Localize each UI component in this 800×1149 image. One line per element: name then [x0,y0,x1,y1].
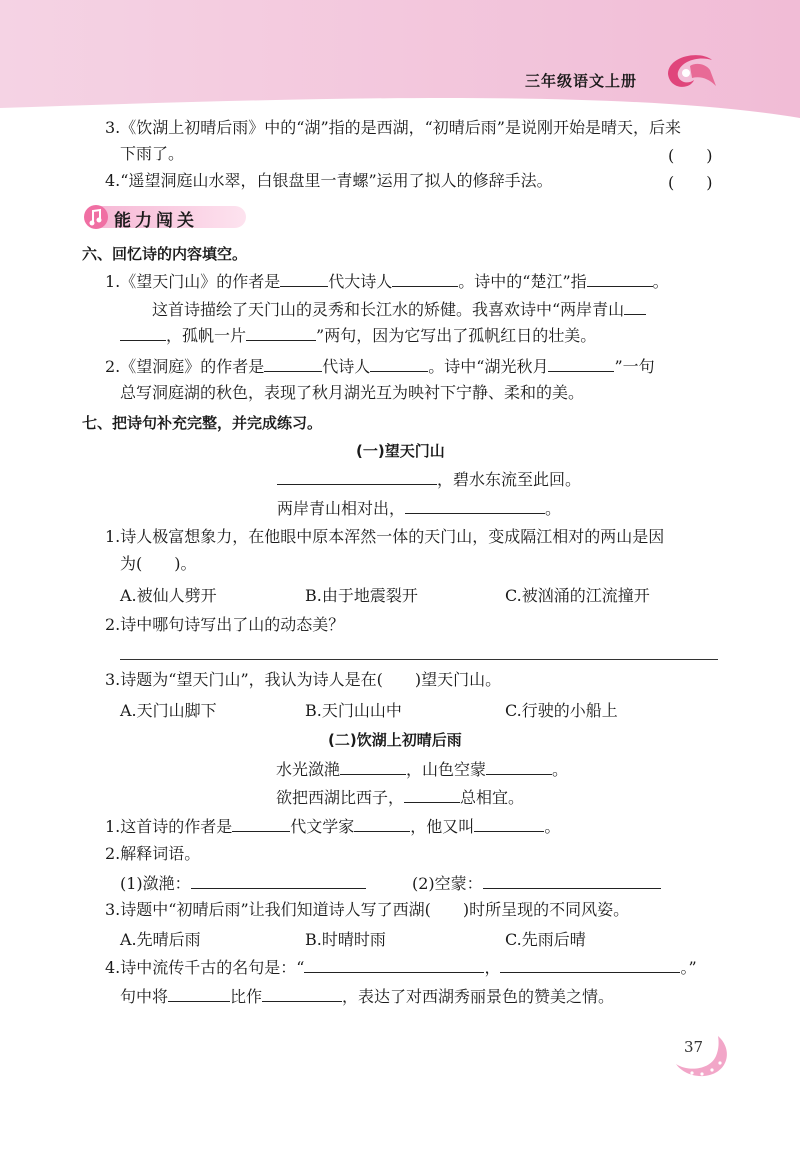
text: 1.《望天门山》的作者是 [105,272,281,291]
fill-blank[interactable] [340,758,406,775]
fill-blank[interactable] [232,815,290,832]
fill-blank[interactable] [483,872,661,889]
text: 代大诗人 [328,272,393,291]
text: ，山色空蒙 [406,760,487,779]
poem1-line2 [277,497,561,520]
fill-blank[interactable] [405,497,545,514]
book-title: 三年级语文上册 [525,72,638,90]
text: ”两句，因为它写出了孤帆红日的壮美。 [316,326,597,345]
p1-q2: 2.诗中哪句诗写出了山的动态美？ [105,615,345,634]
text: ，孤帆一片 [166,326,247,345]
item-4-line1: 4.“遥望洞庭山水翠，白银盘里一青螺”运用了拟人的修辞手法。 [105,171,553,190]
text: 。 [545,499,562,518]
fill-blank[interactable] [370,355,428,372]
fill-blank[interactable] [120,324,166,341]
text: 。” [680,958,697,977]
option-c[interactable]: C.被汹涌的江流撞开 [505,586,650,605]
text: 。 [544,817,561,836]
brand-logo-icon [660,46,720,96]
option-c[interactable]: C.行驶的小船上 [505,701,618,720]
option-b[interactable]: B.天门山山中 [305,701,402,720]
text: 。诗中的“楚江”指 [458,272,587,291]
part6-q1-line3 [120,324,596,347]
item-3-line1: 3.《饮湖上初晴后雨》中的“湖”指的是西湖，“初晴后雨”是说刚开始是晴天，后来 [105,118,681,137]
option-a[interactable]: A.先晴后雨 [120,930,201,949]
p2-q1 [105,815,560,838]
text: 句中将 [120,987,169,1006]
fill-blank[interactable] [548,355,614,372]
text: 。 [652,272,669,291]
p2-q2: 2.解释词语。 [105,844,201,863]
fill-blank[interactable] [486,758,552,775]
text: (1)潋滟： [120,874,191,893]
fill-blank[interactable] [500,956,680,973]
section-title: 能力闯关 [114,211,198,231]
text: ，碧水东流至此回。 [437,470,582,489]
text: 代诗人 [322,357,371,376]
text: 这首诗描绘了天门山的灵秀和长江水的矫健。我喜欢诗中“两岸青山 [152,300,625,319]
option-b[interactable]: B.时晴时雨 [305,930,386,949]
page-number: 37 [684,1038,704,1056]
fill-blank[interactable] [191,872,366,889]
poem2-line1 [276,758,568,781]
option-c[interactable]: C.先雨后晴 [505,930,586,949]
moon-decoration-icon [670,1030,740,1080]
p2-q4 [105,956,697,979]
text: 两岸青山相对出， [277,499,406,518]
p2-q4-line2 [120,985,614,1008]
option-a[interactable]: A.被仙人劈开 [120,586,217,605]
answer-paren[interactable]: ( ) [668,173,713,192]
text: (2)空蒙： [412,874,483,893]
poem1-title: (一)望天门山 [356,442,445,460]
text: 欲把西湖比西子， [276,788,405,807]
p1-q3: 3.诗题为“望天门山”，我认为诗人是在( )望天门山。 [105,670,502,689]
p1-q1-line1: 1.诗人极富想象力，在他眼中原本浑然一体的天门山，变成隔江相对的两山是因 [105,527,665,546]
fill-blank[interactable] [404,786,460,803]
p2-q3: 3.诗题中“初晴后雨”让我们知道诗人写了西湖( )时所呈现的不同风姿。 [105,900,630,919]
text: 总相宜。 [460,788,525,807]
fill-blank[interactable] [587,270,653,287]
text: ”一句 [614,357,655,376]
text: 2.《望洞庭》的作者是 [105,357,265,376]
fill-blank[interactable] [280,270,328,287]
p2-q2-b [412,872,661,895]
part6-q2 [105,355,655,378]
poem2-line2 [276,786,524,809]
text: 比作 [230,987,263,1006]
fill-blank[interactable] [474,815,544,832]
text: ，表达了对西湖秀丽景色的赞美之情。 [342,987,615,1006]
item-3-line2: 下雨了。 [120,144,185,163]
part6-heading: 六、回忆诗的内容填空。 [82,245,248,263]
text: 1.这首诗的作者是 [105,817,233,836]
text: 。 [552,760,569,779]
option-a[interactable]: A.天门山脚下 [120,701,217,720]
text: ， [484,958,501,977]
part6-q1-line2 [152,298,646,321]
answer-line[interactable] [120,659,718,660]
music-note-icon [82,204,112,230]
fill-blank[interactable] [304,956,484,973]
section-banner [82,204,252,230]
fill-blank[interactable] [168,985,230,1002]
poem1-line1 [277,468,581,491]
fill-blank[interactable] [392,270,458,287]
fill-blank[interactable] [277,468,437,485]
p1-q1-line2: 为( )。 [120,554,197,573]
poem2-title: (二)饮湖上初晴后雨 [328,731,462,749]
text: 。诗中“湖光秋月 [428,357,549,376]
option-b[interactable]: B.由于地震裂开 [305,586,418,605]
fill-blank[interactable] [264,355,322,372]
text: 水光潋滟 [276,760,341,779]
fill-blank[interactable] [262,985,342,1002]
fill-blank[interactable] [354,815,410,832]
text: 代文学家 [290,817,355,836]
text: 4.诗中流传千古的名句是：“ [105,958,305,977]
answer-paren[interactable]: ( ) [668,146,713,165]
p2-q2-a [120,872,366,895]
fill-blank[interactable] [624,298,646,315]
text: ，他又叫 [410,817,475,836]
part6-q1 [105,270,669,293]
part6-q2-line2: 总写洞庭湖的秋色，表现了秋月湖光互为映衬下宁静、柔和的美。 [120,383,585,402]
fill-blank[interactable] [246,324,316,341]
part7-heading: 七、把诗句补充完整，并完成练习。 [82,414,323,432]
